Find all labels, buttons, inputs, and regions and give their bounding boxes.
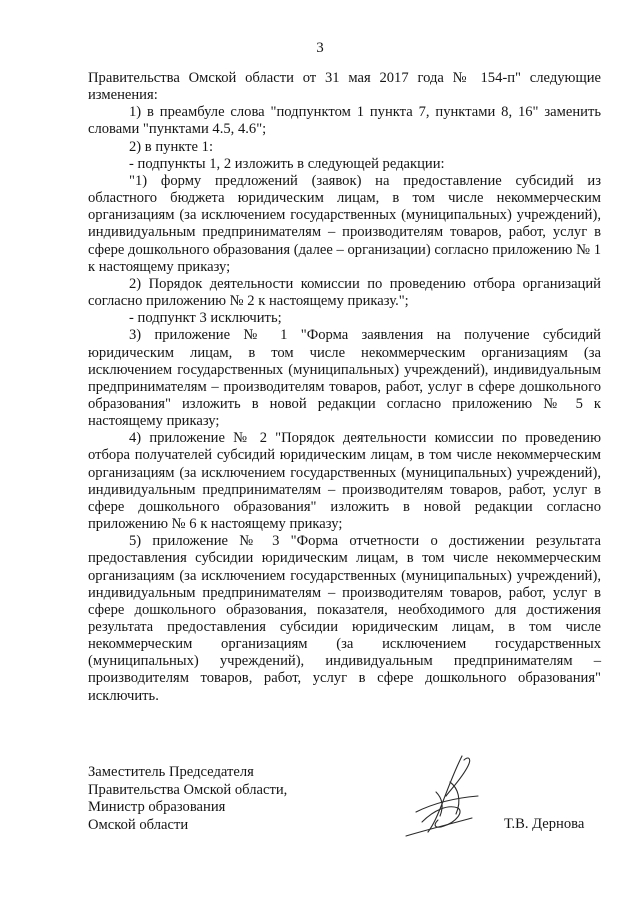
page-number: 3 bbox=[316, 40, 324, 56]
signatory-title bbox=[88, 764, 287, 834]
paragraph-subpoint-2: 2) Порядок деятельности комиссии по проведению отбора организаций согласно приложению № 2 к настоящему приказу."; bbox=[88, 275, 601, 310]
paragraph-subpoint-1: "1) форму предложений (заявок) на предоставление субсидий из областного бюджета юридическим лицам, в том числе некоммерческим организациям (за исключением государственных (муниципальных) учреждений), индивидуальным предпринимателям – производителям товаров, работ, услуг в сфере дошкольного образования (далее – организации) согласно приложению № 1 к настоящему приказу; bbox=[88, 172, 601, 275]
paragraph-continuation: Правительства Омской области от 31 мая 2017 года № 154-п" следующие изменения: bbox=[88, 70, 601, 104]
paragraph-preamble-change: 1) в преамбуле слова "подпунктом 1 пункта 7, пунктами 8, 16" заменить словами "пунктами 4.5, 4.6"; bbox=[88, 104, 601, 138]
document-body bbox=[88, 70, 601, 705]
signatory-title-line: Омской области bbox=[88, 816, 189, 833]
paragraph-subpoints-intro: - подпункты 1, 2 изложить в следующей редакции: bbox=[129, 155, 445, 172]
paragraph-appendix-1: 3) приложение № 1 "Форма заявления на получение субсидий юридическим лицам, в том числе некоммерческим организациям (за исключением государственных (муниципальных) учреждений), индивидуальным предпринимателям – производителям товаров, работ, услуг в сфере дошкольного образования" изложить в новой редакции согласно приложению № 5 к настоящему приказу; bbox=[88, 327, 601, 430]
paragraph-appendix-3: 5) приложение № 3 "Форма отчетности о достижении результата предоставления субсидии юридическим лицам, в том числе некоммерческим организациям (за исключением государственных (муниципальных) учреждений), индивидуальным предпринимателям – производителям товаров, работ, услуг в сфере дошкольного образования, показателя, необходимого для достижения результата предоставления субсидии юридическим лицам, в том числе некоммерческим организациям (за исключением государственных (муниципальных) учреждений), индивидуальным предпринимателям – производителям товаров, работ, услуг в сфере дошкольного образования" исключить. bbox=[88, 533, 601, 704]
signatory-title-line: Заместитель Председателя bbox=[88, 764, 254, 780]
signatory-title-line: Правительства Омской области, bbox=[88, 781, 288, 798]
signatory-title-line: Министр образования bbox=[88, 799, 226, 815]
signatory-name: Т.В. Дернова bbox=[504, 816, 585, 832]
paragraph-appendix-2: 4) приложение № 2 "Порядок деятельности комиссии по проведению отбора получателей субсидий юридическим лицам, в том числе некоммерческим организациям (за исключением государственных (муниципальных) учреждений), индивидуальным предпринимателям – производителям товаров, работ, услуг в сфере дошкольного образования" изложить в новой редакции согласно приложению № 6 к настоящему приказу; bbox=[88, 430, 601, 533]
paragraph-point-1-heading: 2) в пункте 1: bbox=[129, 138, 214, 155]
paragraph-subpoint-3-removal: - подпункт 3 исключить; bbox=[129, 310, 282, 327]
handwritten-signature bbox=[392, 752, 502, 842]
